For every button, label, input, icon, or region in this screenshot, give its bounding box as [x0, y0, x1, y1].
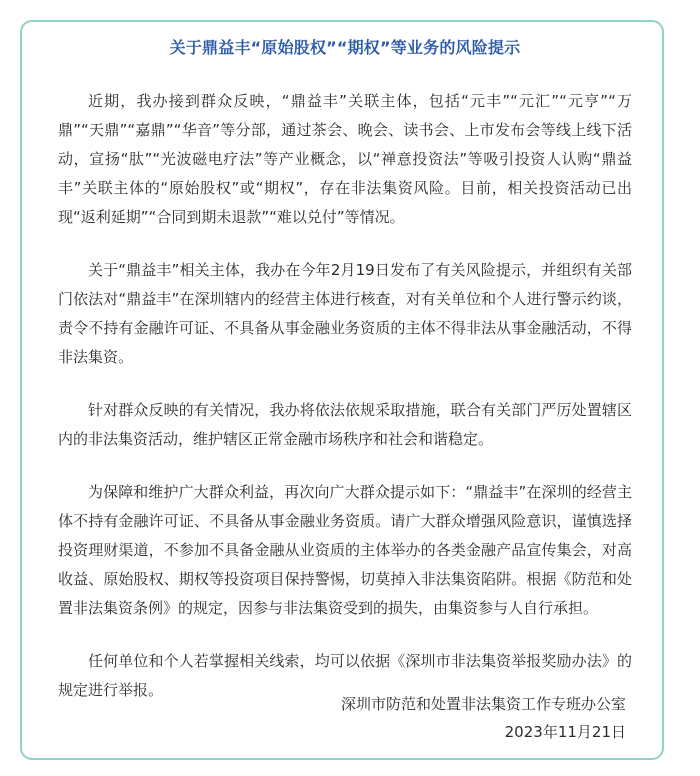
paragraph-5: 任何单位和个人若掌握相关线索，均可以依据《深圳市非法集资举报奖励办法》的规定进行举报。	[58, 652, 632, 699]
notice-card	[20, 20, 664, 760]
notice-footer	[341, 690, 626, 746]
paragraph-3: 针对群众反映的有关情况，我办将依法依规采取措施，联合有关部门严厉处置辖区内的非法集资活动，维护辖区正常金融市场秩序和社会和谐稳定。	[58, 401, 632, 448]
issuer-name: 深圳市防范和处置非法集资工作专班办公室	[340, 695, 626, 713]
paragraph-2: 关于“鼎益丰”相关主体，我办在今年2月19日发布了有关风险提示，并组织有关部门依法对“鼎益丰”在深圳辖内的经营主体进行核查，对有关单位和个人进行警示约谈，责令不持有金融许可证、不具备从事金融业务资质的主体不得非法从事金融活动，不得非法集资。	[58, 261, 632, 366]
paragraph-1: 近期，我办接到群众反映，“鼎益丰”关联主体，包括“元丰”“元汇”“元亨”“万鼎”“天鼎”“嘉鼎”“华音”等分部，通过茶会、晚会、读书会、上市发布会等线上线下活动，宣扬“肽”“光波磁电疗法”等产业概念，以“禅意投资法”等吸引投资人认购“鼎益丰”关联主体的“原始股权”或“期权”，存在非法集资风险。目前，相关投资活动已出现“返利延期”“合同到期未退款”“难以兑付”等情况。	[58, 92, 632, 226]
notice-title: 关于鼎益丰“原始股权”“期权”等业务的风险提示	[169, 38, 521, 57]
paragraph-4: 为保障和维护广大群众利益，再次向广大群众提示如下：“鼎益丰”在深圳的经营主体不持有金融许可证、不具备从事金融业务资质。请广大群众增强风险意识，谨慎选择投资理财渠道，不参加不具备金融从业资质的主体举办的各类金融产品宣传集会，对高收益、原始股权、期权等投资项目保持警惕，切莫掉入非法集资陷阱。根据《防范和处置非法集资条例》的规定，因参与非法集资受到的损失，由集资参与人自行承担。	[58, 483, 632, 617]
issue-date: 2023年11月21日	[504, 723, 626, 741]
